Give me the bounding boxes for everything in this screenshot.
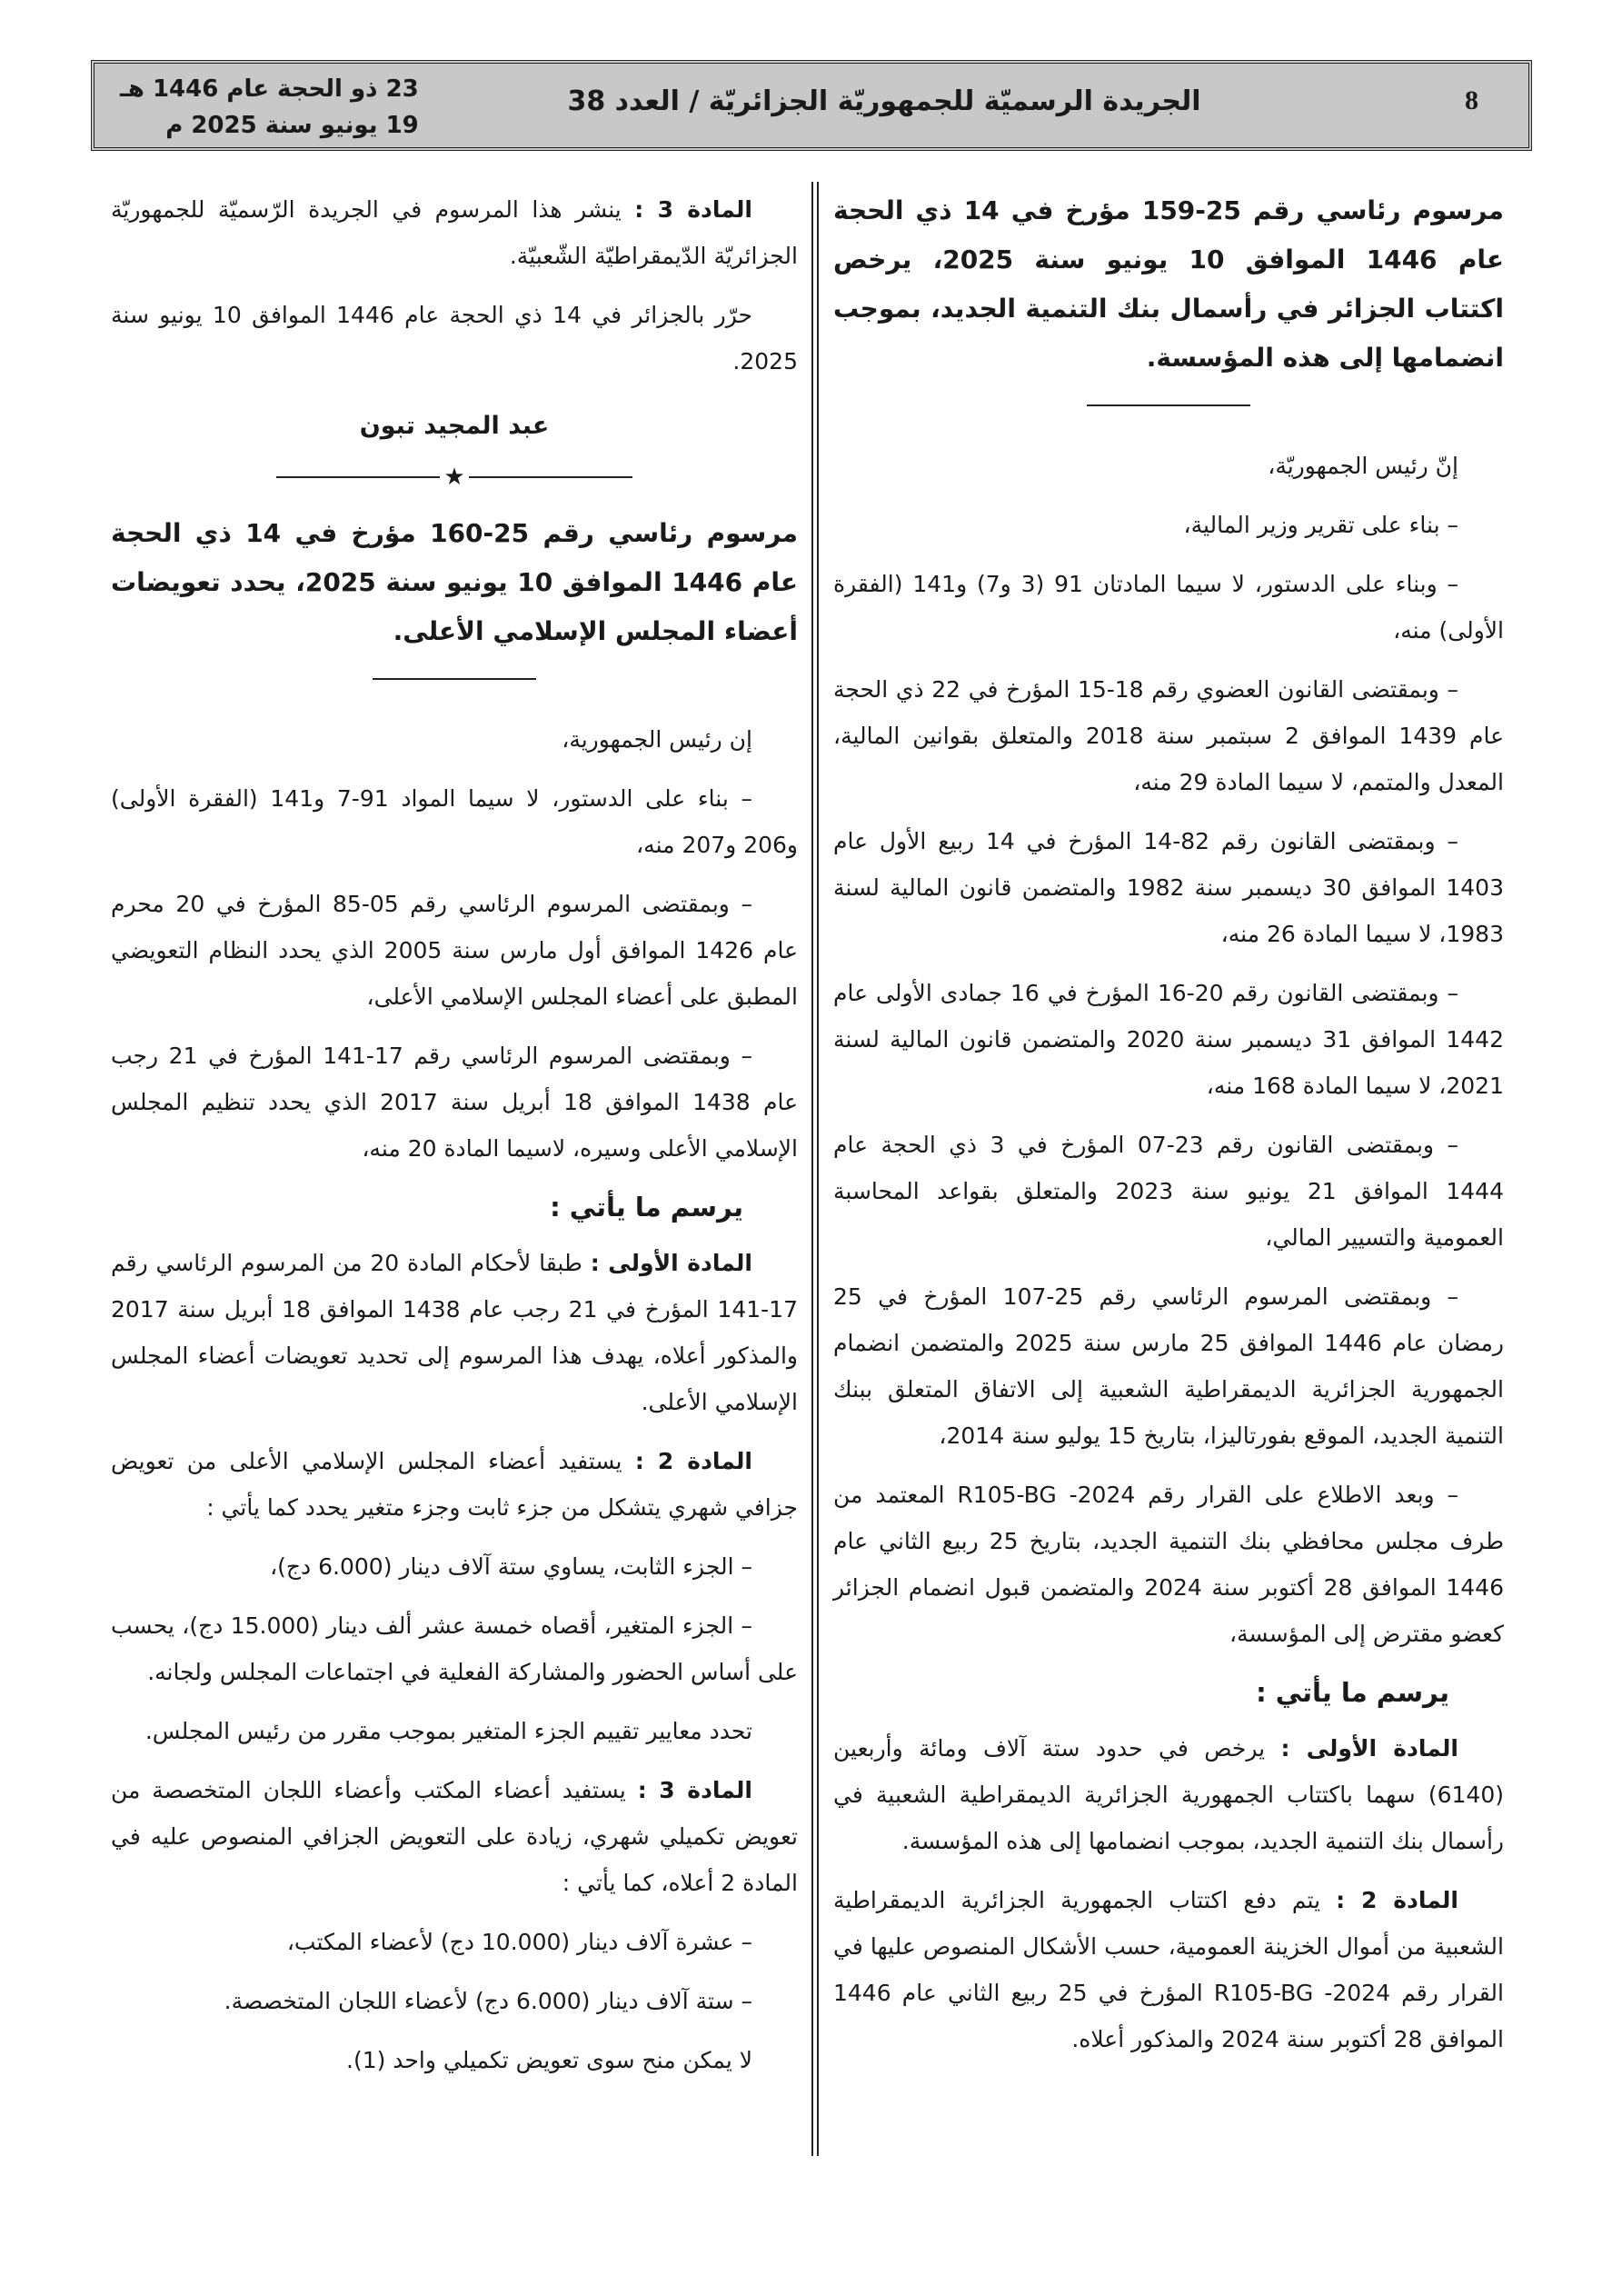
article-label: المادة 3 :	[634, 196, 752, 223]
article-label: المادة 2 :	[1336, 1887, 1458, 1913]
article-text: طبقا لأحكام المادة 20 من المرسوم الرئاسي رقم 17-141 المؤرخ في 21 رجب عام 1438 الموافق 18 أبريل سنة 2017 والمذكور أعلاه، يهدف هذا المرسوم إلى تحديد تعويضات أعضاء المجلس الإسلامي الأعلى.	[111, 1250, 798, 1415]
page-header	[91, 60, 1532, 151]
page-number: 8	[1465, 85, 1478, 115]
list-item: – الجزء المتغير، أقصاه خمسة عشر ألف دينار (15.000 دج)، يحسب على أساس الحضور والمشاركة الفعلية في اجتماعات المجلس ولجانه.	[111, 1612, 798, 1685]
list-item: – الجزء الثابت، يساوي ستة آلاف دينار (6.000 دج)،	[270, 1553, 752, 1580]
preamble-paragraph: – وبمقتضى القانون رقم 20-16 المؤرخ في 16 جمادى الأولى عام 1442 الموافق 31 ديسمبر سنة 2020 والمتضمن قانون المالية لسنة 2021، لا سيما المادة 168 منه،	[833, 980, 1504, 1099]
article-1	[833, 1725, 1504, 1864]
done-at: حرّر بالجزائر في 14 ذي الحجة عام 1446 الموافق 10 يونيو سنة 2025.	[111, 302, 798, 374]
article-3	[111, 1767, 798, 1906]
title-rule	[373, 678, 536, 680]
star-icon: ★	[443, 464, 465, 491]
article-label: المادة الأولى :	[590, 1250, 752, 1276]
article-1	[111, 1240, 798, 1425]
article-text: يستفيد أعضاء المكتب وأعضاء اللجان المتخصصة من تعويض تكميلي شهري، زيادة على التعويض الجزافي المنصوص عليه في المادة 2 أعلاه، كما يأتي :	[111, 1777, 798, 1896]
star-separator	[111, 465, 798, 489]
preamble-paragraph: – وبمقتضى القانون رقم 82-14 المؤرخ في 14 ربيع الأول عام 1403 الموافق 30 ديسمبر سنة 1982 والمتضمن قانون المالية لسنة 1983، لا سيما المادة 26 منه،	[833, 828, 1504, 947]
column-divider	[811, 182, 819, 2156]
separator-line	[469, 476, 632, 478]
preamble-paragraph: – وبمقتضى المرسوم الرئاسي رقم 17-141 المؤرخ في 21 رجب عام 1438 الموافق 18 أبريل سنة 2017 الذي يحدد تنظيم المجلس الإسلامي الأعلى وسيره، لاسيما المادة 20 منه،	[111, 1043, 798, 1162]
separator-line	[276, 476, 440, 478]
list-item: تحدد معايير تقييم الجزء المتغير بموجب مقرر من رئيس المجلس.	[144, 1718, 752, 1744]
preamble-paragraph: – وبعد الاطلاع على القرار رقم R105-BG -2024 المعتمد من طرف مجلس محافظي بنك التنمية الجديد، بتاريخ 25 ربيع الثاني عام 1446 الموافق 28 أكتوبر سنة 2024 والمتضمن قبول انضمام الجزائر كعضو مقترض إلى المؤسسة،	[833, 1482, 1504, 1647]
preamble-paragraph: – وبناء على الدستور، لا سيما المادتان 91 (3 و7) و141 (الفقرة الأولى) منه،	[833, 571, 1504, 644]
date-hijri: 23 ذو الحجة عام 1446 هـ	[120, 75, 419, 103]
journal-title: الجريدة الرسميّة للجمهوريّة الجزائريّة / العدد 38	[567, 85, 1201, 117]
article-text: ينشر هذا المرسوم في الجريدة الرّسميّة للجمهوريّة الجزائريّة الدّيمقراطيّة الشّعبيّة.	[111, 196, 798, 269]
date-gregorian: 19 يونيو سنة 2025 م	[165, 112, 419, 139]
left-column	[111, 186, 798, 2096]
article-label: المادة 3 :	[637, 1777, 752, 1803]
title-rule	[1087, 404, 1250, 406]
decree-heading: يرسم ما يأتي :	[1256, 1677, 1449, 1708]
list-item: – عشرة آلاف دينار (10.000 دج) لأعضاء المكتب،	[286, 1929, 752, 1955]
article-text: يرخص في حدود ستة آلاف ومائة وأربعين (6140) سهما باكتتاب الجمهورية الجزائرية الديمقراطية الشعبية في رأسمال بنك التنمية الجديد، بموجب انضمامها إلى هذه المؤسسة.	[833, 1735, 1504, 1854]
article-2	[833, 1877, 1504, 2062]
preamble-paragraph: – وبمقتضى المرسوم الرئاسي رقم 25-107 المؤرخ في 25 رمضان عام 1446 الموافق 25 مارس سنة 2025 والمتضمن انضمام الجمهورية الجزائرية الديمقراطية الشعبية إلى الاتفاق المتعلق ببنك التنمية الجديد، الموقع بفورتاليزا، بتاريخ 15 يوليو سنة 2014،	[833, 1283, 1504, 1449]
preamble-paragraph: – وبمقتضى القانون العضوي رقم 18-15 المؤرخ في 22 ذي الحجة عام 1439 الموافق 2 سبتمبر سنة 2018 والمتعلق بقوانين المالية، المعدل والمتمم، لا سيما المادة 29 منه،	[833, 676, 1504, 795]
signature: عبد المجيد تبون	[359, 412, 550, 440]
preamble-paragraph: إن رئيس الجمهورية،	[562, 726, 752, 753]
list-item: – ستة آلاف دينار (6.000 دج) لأعضاء اللجان المتخصصة.	[224, 1988, 752, 2014]
preamble-paragraph: – بناء على تقرير وزير المالية،	[1183, 512, 1458, 538]
article-label: المادة 2 :	[634, 1448, 752, 1474]
preamble-paragraph: – وبمقتضى القانون رقم 23-07 المؤرخ في 3 ذي الحجة عام 1444 الموافق 21 يونيو سنة 2023 والمتعلق بقواعد المحاسبة العمومية والتسيير المالي،	[833, 1132, 1504, 1251]
right-column	[833, 186, 1504, 2075]
preamble-paragraph: – بناء على الدستور، لا سيما المواد 91-7 و141 (الفقرة الأولى) و206 و207 منه،	[111, 785, 798, 858]
article-text: يتم دفع اكتتاب الجمهورية الجزائرية الديمقراطية الشعبية من أموال الخزينة العمومية، حسب الأشكال المنصوص عليها في القرار رقم R105-BG -2024 المؤرخ في 25 ربيع الثاني عام 1446 الموافق 28 أكتوبر سنة 2024 والمذكور أعلاه.	[833, 1887, 1504, 2052]
article-text: يستفيد أعضاء المجلس الإسلامي الأعلى من تعويض جزافي شهري يتشكل من جزء ثابت وجزء متغير يحدد كما يأتي :	[111, 1448, 798, 1521]
article-3	[111, 186, 798, 279]
preamble-paragraph: – وبمقتضى المرسوم الرئاسي رقم 05-85 المؤرخ في 20 محرم عام 1426 الموافق أول مارس سنة 2005 الذي يحدد النظام التعويضي المطبق على أعضاء المجلس الإسلامي الأعلى،	[111, 891, 798, 1010]
decree-title: مرسوم رئاسي رقم 25-159 مؤرخ في 14 ذي الحجة عام 1446 الموافق 10 يونيو سنة 2025، يرخص اكتتاب الجزائر في رأسمال بنك التنمية الجديد، بموجب انضمامها إلى هذه المؤسسة.	[833, 195, 1504, 373]
article-label: المادة الأولى :	[1280, 1735, 1458, 1762]
issue-date	[120, 71, 419, 144]
list-item: لا يمكن منح سوى تعويض تكميلي واحد (1).	[346, 2047, 752, 2073]
decree-title: مرسوم رئاسي رقم 25-160 مؤرخ في 14 ذي الحجة عام 1446 الموافق 10 يونيو سنة 2025، يحدد تعويضات أعضاء المجلس الإسلامي الأعلى.	[111, 518, 798, 646]
preamble-paragraph: إنّ رئيس الجمهوريّة،	[1268, 453, 1458, 479]
decree-heading: يرسم ما يأتي :	[550, 1192, 743, 1223]
article-2	[111, 1438, 798, 1531]
